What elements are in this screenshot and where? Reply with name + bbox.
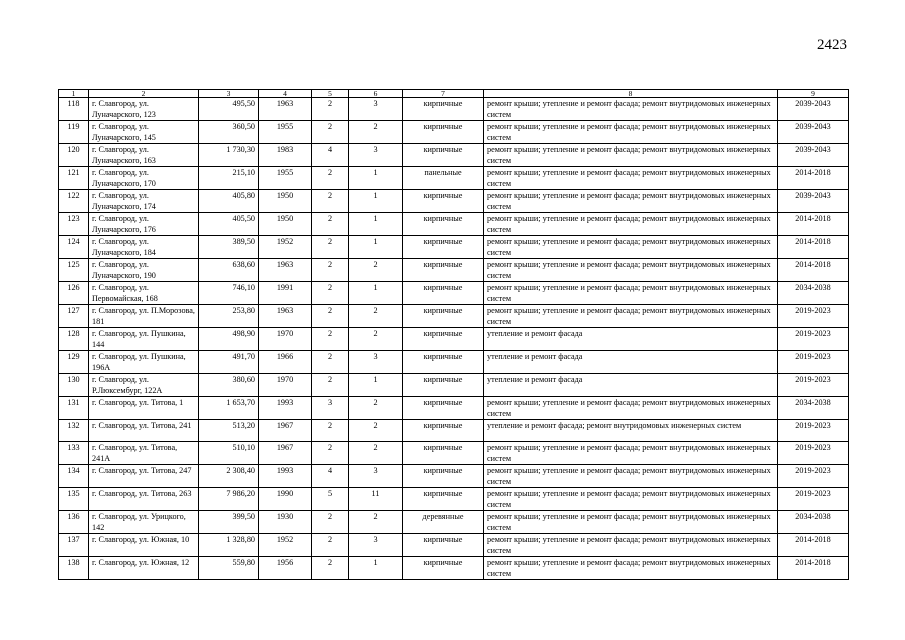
- year-cell: 1955: [259, 121, 312, 144]
- row-number: 125: [59, 259, 89, 282]
- year-cell: 1952: [259, 534, 312, 557]
- row-number: 118: [59, 98, 89, 121]
- entrances-cell: 11: [349, 488, 403, 511]
- wall-material-cell: кирпичные: [403, 328, 484, 351]
- area-cell: 513,20: [199, 420, 259, 442]
- period-cell: 2019-2023: [778, 465, 849, 488]
- repair-works-cell: утепление и ремонт фасада: [484, 351, 778, 374]
- year-cell: 1970: [259, 374, 312, 397]
- address-cell: г. Славгород, ул. П.Морозова, 181: [89, 305, 199, 328]
- year-cell: 1983: [259, 144, 312, 167]
- year-cell: 1950: [259, 213, 312, 236]
- column-header: 7: [403, 90, 484, 98]
- year-cell: 1963: [259, 259, 312, 282]
- area-cell: 7 986,20: [199, 488, 259, 511]
- area-cell: 491,70: [199, 351, 259, 374]
- area-cell: 399,50: [199, 511, 259, 534]
- wall-material-cell: кирпичные: [403, 465, 484, 488]
- table-row: [59, 374, 849, 397]
- wall-material-cell: кирпичные: [403, 144, 484, 167]
- address-cell: г. Славгород, ул. Луначарского, 174: [89, 190, 199, 213]
- period-cell: 2019-2023: [778, 488, 849, 511]
- area-cell: 1 653,70: [199, 397, 259, 420]
- entrances-cell: 2: [349, 420, 403, 442]
- floors-cell: 2: [312, 374, 349, 397]
- column-header: 6: [349, 90, 403, 98]
- wall-material-cell: кирпичные: [403, 351, 484, 374]
- entrances-cell: 3: [349, 351, 403, 374]
- table-body: [59, 90, 849, 580]
- entrances-cell: 3: [349, 534, 403, 557]
- area-cell: 746,10: [199, 282, 259, 305]
- entrances-cell: 2: [349, 259, 403, 282]
- repair-works-cell: ремонт крыши; утепление и ремонт фасада; ремонт внутридомовых инженерных систем: [484, 98, 778, 121]
- column-header: 8: [484, 90, 778, 98]
- wall-material-cell: кирпичные: [403, 442, 484, 465]
- repair-works-cell: ремонт крыши; утепление и ремонт фасада; ремонт внутридомовых инженерных систем: [484, 488, 778, 511]
- table-row: [59, 282, 849, 305]
- floors-cell: 2: [312, 557, 349, 580]
- wall-material-cell: кирпичные: [403, 374, 484, 397]
- wall-material-cell: кирпичные: [403, 305, 484, 328]
- column-header: 3: [199, 90, 259, 98]
- address-cell: г. Славгород, ул. Луначарского, 184: [89, 236, 199, 259]
- period-cell: 2014-2018: [778, 259, 849, 282]
- entrances-cell: 1: [349, 236, 403, 259]
- entrances-cell: 2: [349, 305, 403, 328]
- wall-material-cell: кирпичные: [403, 557, 484, 580]
- year-cell: 1930: [259, 511, 312, 534]
- table-row: [59, 442, 849, 465]
- year-cell: 1970: [259, 328, 312, 351]
- wall-material-cell: кирпичные: [403, 213, 484, 236]
- area-cell: 380,60: [199, 374, 259, 397]
- repair-works-cell: ремонт крыши; утепление и ремонт фасада; ремонт внутридомовых инженерных систем: [484, 259, 778, 282]
- year-cell: 1990: [259, 488, 312, 511]
- period-cell: 2034-2038: [778, 397, 849, 420]
- address-cell: г. Славгород, ул. Урицкого, 142: [89, 511, 199, 534]
- row-number: 122: [59, 190, 89, 213]
- period-cell: 2019-2023: [778, 442, 849, 465]
- entrances-cell: 3: [349, 465, 403, 488]
- table-row: [59, 236, 849, 259]
- table-row: [59, 259, 849, 282]
- wall-material-cell: кирпичные: [403, 98, 484, 121]
- period-cell: 2039-2043: [778, 121, 849, 144]
- row-number: 133: [59, 442, 89, 465]
- area-cell: 495,50: [199, 98, 259, 121]
- entrances-cell: 3: [349, 98, 403, 121]
- row-number: 123: [59, 213, 89, 236]
- period-cell: 2034-2038: [778, 511, 849, 534]
- row-number: 138: [59, 557, 89, 580]
- period-cell: 2019-2023: [778, 328, 849, 351]
- floors-cell: 3: [312, 397, 349, 420]
- floors-cell: 2: [312, 121, 349, 144]
- repair-works-cell: ремонт крыши; утепление и ремонт фасада; ремонт внутридомовых инженерных систем: [484, 144, 778, 167]
- row-number: 127: [59, 305, 89, 328]
- floors-cell: 5: [312, 488, 349, 511]
- column-header: 1: [59, 90, 89, 98]
- entrances-cell: 1: [349, 190, 403, 213]
- row-number: 130: [59, 374, 89, 397]
- floors-cell: 2: [312, 442, 349, 465]
- repair-works-cell: ремонт крыши; утепление и ремонт фасада; ремонт внутридомовых инженерных систем: [484, 397, 778, 420]
- row-number: 120: [59, 144, 89, 167]
- housing-repair-table: [58, 89, 849, 580]
- repair-works-cell: утепление и ремонт фасада; ремонт внутридомовых инженерных систем: [484, 420, 778, 442]
- period-cell: 2019-2023: [778, 351, 849, 374]
- floors-cell: 2: [312, 282, 349, 305]
- area-cell: 253,80: [199, 305, 259, 328]
- address-cell: г. Славгород, ул. Луначарского, 176: [89, 213, 199, 236]
- period-cell: 2014-2018: [778, 213, 849, 236]
- table-row: [59, 397, 849, 420]
- column-header: 2: [89, 90, 199, 98]
- area-cell: 215,10: [199, 167, 259, 190]
- area-cell: 2 308,40: [199, 465, 259, 488]
- area-cell: 389,50: [199, 236, 259, 259]
- column-number-row: [59, 90, 849, 98]
- repair-works-cell: ремонт крыши; утепление и ремонт фасада; ремонт внутридомовых инженерных систем: [484, 511, 778, 534]
- floors-cell: 2: [312, 98, 349, 121]
- row-number: 119: [59, 121, 89, 144]
- entrances-cell: 1: [349, 282, 403, 305]
- period-cell: 2019-2023: [778, 374, 849, 397]
- table-row: [59, 465, 849, 488]
- entrances-cell: 2: [349, 511, 403, 534]
- address-cell: г. Славгород, ул. Первомайская, 168: [89, 282, 199, 305]
- year-cell: 1967: [259, 420, 312, 442]
- address-cell: г. Славгород, ул. Титова, 241А: [89, 442, 199, 465]
- row-number: 121: [59, 167, 89, 190]
- table-row: [59, 351, 849, 374]
- wall-material-cell: панельные: [403, 167, 484, 190]
- year-cell: 1993: [259, 465, 312, 488]
- row-number: 128: [59, 328, 89, 351]
- row-number: 131: [59, 397, 89, 420]
- table-row: [59, 420, 849, 442]
- repair-works-cell: ремонт крыши; утепление и ремонт фасада; ремонт внутридомовых инженерных систем: [484, 121, 778, 144]
- wall-material-cell: кирпичные: [403, 397, 484, 420]
- floors-cell: 2: [312, 259, 349, 282]
- wall-material-cell: деревянные: [403, 511, 484, 534]
- table-row: [59, 328, 849, 351]
- page-number: 2423: [817, 37, 847, 53]
- row-number: 136: [59, 511, 89, 534]
- floors-cell: 2: [312, 190, 349, 213]
- period-cell: 2014-2018: [778, 534, 849, 557]
- floors-cell: 2: [312, 305, 349, 328]
- floors-cell: 2: [312, 420, 349, 442]
- repair-works-cell: ремонт крыши; утепление и ремонт фасада; ремонт внутридомовых инженерных систем: [484, 213, 778, 236]
- row-number: 134: [59, 465, 89, 488]
- wall-material-cell: кирпичные: [403, 236, 484, 259]
- table-row: [59, 213, 849, 236]
- column-header: 9: [778, 90, 849, 98]
- year-cell: 1952: [259, 236, 312, 259]
- floors-cell: 4: [312, 465, 349, 488]
- address-cell: г. Славгород, ул. Титова, 241: [89, 420, 199, 442]
- floors-cell: 2: [312, 167, 349, 190]
- address-cell: г. Славгород, ул. Южная, 12: [89, 557, 199, 580]
- entrances-cell: 2: [349, 397, 403, 420]
- address-cell: г. Славгород, ул. Луначарского, 123: [89, 98, 199, 121]
- area-cell: 1 730,30: [199, 144, 259, 167]
- area-cell: 498,90: [199, 328, 259, 351]
- repair-works-cell: ремонт крыши; утепление и ремонт фасада; ремонт внутридомовых инженерных систем: [484, 236, 778, 259]
- row-number: 137: [59, 534, 89, 557]
- table-row: [59, 144, 849, 167]
- wall-material-cell: кирпичные: [403, 259, 484, 282]
- row-number: 124: [59, 236, 89, 259]
- entrances-cell: 1: [349, 557, 403, 580]
- entrances-cell: 1: [349, 213, 403, 236]
- floors-cell: 2: [312, 236, 349, 259]
- table-row: [59, 534, 849, 557]
- table-row: [59, 557, 849, 580]
- entrances-cell: 2: [349, 121, 403, 144]
- year-cell: 1963: [259, 98, 312, 121]
- address-cell: г. Славгород, ул. Пушкина, 196А: [89, 351, 199, 374]
- year-cell: 1993: [259, 397, 312, 420]
- floors-cell: 2: [312, 511, 349, 534]
- repair-works-cell: ремонт крыши; утепление и ремонт фасада; ремонт внутридомовых инженерных систем: [484, 442, 778, 465]
- period-cell: 2034-2038: [778, 282, 849, 305]
- address-cell: г. Славгород, ул. Пушкина, 144: [89, 328, 199, 351]
- area-cell: 638,60: [199, 259, 259, 282]
- address-cell: г. Славгород, ул. Южная, 10: [89, 534, 199, 557]
- year-cell: 1967: [259, 442, 312, 465]
- repair-works-cell: ремонт крыши; утепление и ремонт фасада; ремонт внутридомовых инженерных систем: [484, 190, 778, 213]
- address-cell: г. Славгород, ул. Луначарского, 163: [89, 144, 199, 167]
- address-cell: г. Славгород, ул. Луначарского, 170: [89, 167, 199, 190]
- area-cell: 1 328,80: [199, 534, 259, 557]
- wall-material-cell: кирпичные: [403, 121, 484, 144]
- floors-cell: 2: [312, 534, 349, 557]
- entrances-cell: 2: [349, 442, 403, 465]
- year-cell: 1966: [259, 351, 312, 374]
- area-cell: 559,80: [199, 557, 259, 580]
- period-cell: 2039-2043: [778, 144, 849, 167]
- wall-material-cell: кирпичные: [403, 190, 484, 213]
- repair-works-cell: ремонт крыши; утепление и ремонт фасада; ремонт внутридомовых инженерных систем: [484, 167, 778, 190]
- repair-works-cell: утепление и ремонт фасада: [484, 374, 778, 397]
- entrances-cell: 1: [349, 167, 403, 190]
- entrances-cell: 3: [349, 144, 403, 167]
- row-number: 132: [59, 420, 89, 442]
- row-number: 126: [59, 282, 89, 305]
- area-cell: 405,80: [199, 190, 259, 213]
- repair-works-cell: ремонт крыши; утепление и ремонт фасада; ремонт внутридомовых инженерных систем: [484, 534, 778, 557]
- column-header: 4: [259, 90, 312, 98]
- table-row: [59, 121, 849, 144]
- repair-works-cell: ремонт крыши; утепление и ремонт фасада; ремонт внутридомовых инженерных систем: [484, 305, 778, 328]
- table-row: [59, 98, 849, 121]
- wall-material-cell: кирпичные: [403, 420, 484, 442]
- period-cell: 2039-2043: [778, 98, 849, 121]
- period-cell: 2019-2023: [778, 420, 849, 442]
- table-row: [59, 167, 849, 190]
- address-cell: г. Славгород, ул. Луначарского, 145: [89, 121, 199, 144]
- floors-cell: 4: [312, 144, 349, 167]
- table-row: [59, 488, 849, 511]
- area-cell: 510,10: [199, 442, 259, 465]
- entrances-cell: 1: [349, 374, 403, 397]
- area-cell: 405,50: [199, 213, 259, 236]
- row-number: 135: [59, 488, 89, 511]
- address-cell: г. Славгород, ул. Титова, 247: [89, 465, 199, 488]
- table-row: [59, 511, 849, 534]
- year-cell: 1963: [259, 305, 312, 328]
- area-cell: 360,50: [199, 121, 259, 144]
- column-header: 5: [312, 90, 349, 98]
- table-row: [59, 305, 849, 328]
- year-cell: 1955: [259, 167, 312, 190]
- floors-cell: 2: [312, 213, 349, 236]
- wall-material-cell: кирпичные: [403, 488, 484, 511]
- repair-works-cell: ремонт крыши; утепление и ремонт фасада; ремонт внутридомовых инженерных систем: [484, 465, 778, 488]
- repair-works-cell: утепление и ремонт фасада: [484, 328, 778, 351]
- period-cell: 2014-2018: [778, 236, 849, 259]
- floors-cell: 2: [312, 351, 349, 374]
- floors-cell: 2: [312, 328, 349, 351]
- year-cell: 1950: [259, 190, 312, 213]
- year-cell: 1956: [259, 557, 312, 580]
- entrances-cell: 2: [349, 328, 403, 351]
- row-number: 129: [59, 351, 89, 374]
- period-cell: 2014-2018: [778, 167, 849, 190]
- address-cell: г. Славгород, ул. Титова, 263: [89, 488, 199, 511]
- repair-works-cell: ремонт крыши; утепление и ремонт фасада; ремонт внутридомовых инженерных систем: [484, 557, 778, 580]
- address-cell: г. Славгород, ул. Р.Люксембург, 122А: [89, 374, 199, 397]
- period-cell: 2019-2023: [778, 305, 849, 328]
- address-cell: г. Славгород, ул. Луначарского, 190: [89, 259, 199, 282]
- period-cell: 2014-2018: [778, 557, 849, 580]
- year-cell: 1991: [259, 282, 312, 305]
- table-row: [59, 190, 849, 213]
- repair-works-cell: ремонт крыши; утепление и ремонт фасада; ремонт внутридомовых инженерных систем: [484, 282, 778, 305]
- wall-material-cell: кирпичные: [403, 282, 484, 305]
- address-cell: г. Славгород, ул. Титова, 1: [89, 397, 199, 420]
- period-cell: 2039-2043: [778, 190, 849, 213]
- wall-material-cell: кирпичные: [403, 534, 484, 557]
